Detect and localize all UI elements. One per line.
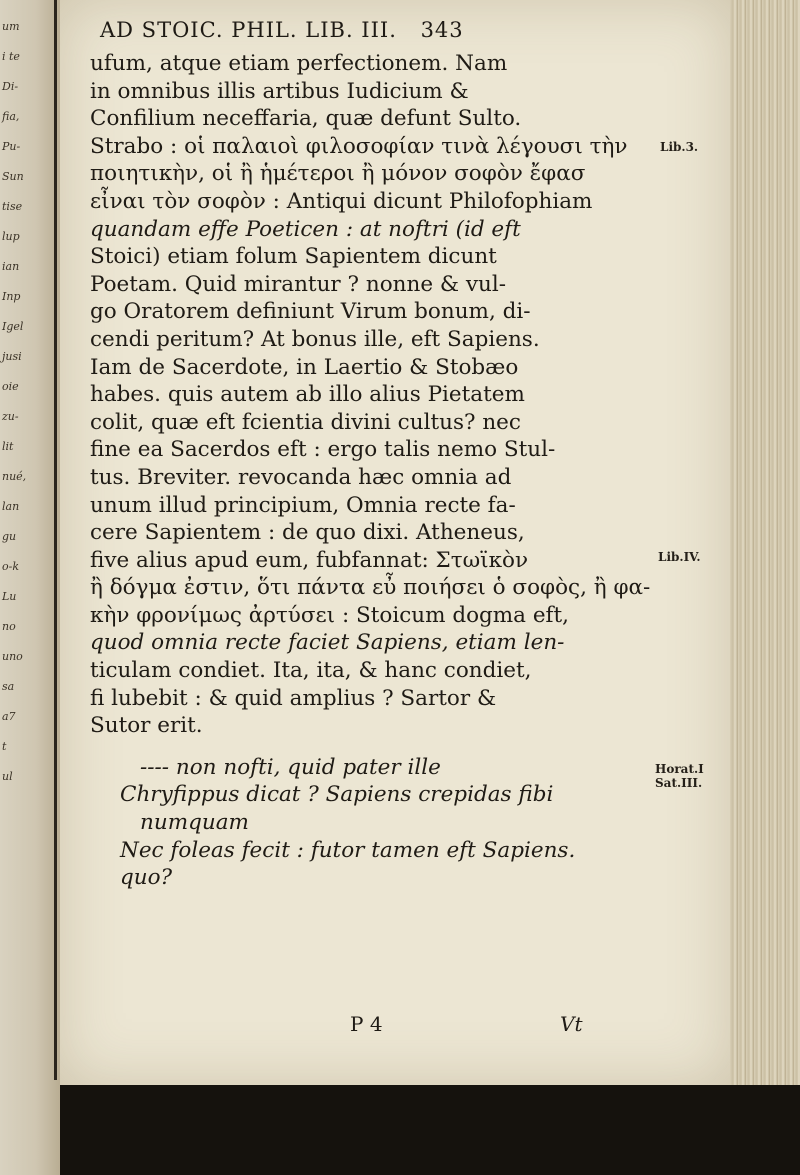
- verse-line: numquam: [140, 810, 249, 836]
- fragment-text: oie: [2, 380, 19, 393]
- book-page: [60, 0, 730, 1085]
- fragment-text: lit: [2, 440, 14, 453]
- text-line: Sutor erit.: [90, 713, 203, 739]
- margin-note-lib4: Lib.IV.: [658, 550, 701, 564]
- text-line: Poetam. Quid mirantur ? nonne & vul-: [90, 271, 507, 297]
- fragment-text: no: [2, 620, 16, 633]
- verse-quotation: [90, 754, 650, 892]
- fragment-text: tise: [2, 200, 23, 213]
- text-line: five alius apud eum, fubfannat: Στωϊκὸν: [90, 547, 529, 573]
- text-line: ποιητικὴν, οἱ ἢ ἡμέτεροι ἢ μόνον σοφὸν ἔφασ: [90, 161, 586, 187]
- verse-line: Nec foleas fecit : futor tamen eft Sapiens.: [120, 837, 576, 863]
- verse-line: Chryfippus dicat ? Sapiens crepidas fibi: [120, 782, 554, 808]
- text-line: κὴν φρονίμως ἀρτύσει : Stoicum dogma eft,: [90, 602, 569, 628]
- fragment-text: sa: [2, 680, 15, 693]
- margin-note-lib3: Lib.3.: [660, 140, 699, 154]
- text-line: cendi peritum? At bonus ille, eft Sapiens.: [90, 326, 540, 352]
- page-edges: [730, 0, 800, 1085]
- text-line: go Oratorem definiunt Virum bonum, di-: [90, 299, 531, 325]
- fragment-text: Sun: [2, 170, 24, 183]
- fragment-text: Igel: [2, 320, 24, 333]
- text-line: fine ea Sacerdos eft : ergo talis nemo Stul-: [90, 437, 556, 463]
- fragment-text: jusi: [2, 350, 22, 363]
- verse-line: quo?: [120, 865, 173, 891]
- fragment-text: Inp: [2, 290, 21, 303]
- text-line: habes. quis autem ab illo alius Pietatem: [90, 382, 525, 408]
- fragment-text: i te: [2, 50, 20, 63]
- adjacent-page-strip: [0, 0, 60, 1175]
- text-line: ἢ δόγμα ἐστιν, ὅτι πάντα εὖ ποιήσει ὁ σοφὸς, ἢ φα-: [90, 575, 651, 601]
- body-text: [90, 50, 650, 892]
- text-line: cere Sapientem : de quo dixi. Atheneus,: [90, 520, 525, 546]
- running-title: AD STOIC. PHIL. LIB. III.: [100, 18, 397, 42]
- margin-note-horat: Horat.I Sat.III.: [655, 762, 704, 790]
- text-line: Iam de Sacerdote, in Laertio & Stobæo: [90, 354, 519, 380]
- signature-mark: P 4: [350, 1012, 383, 1036]
- fragment-text: gu: [2, 530, 17, 543]
- fragment-text: lup: [2, 230, 20, 243]
- text-line: quod omnia recte faciet Sapiens, etiam len-: [90, 630, 565, 656]
- page-number: 343: [420, 18, 464, 42]
- fragment-text: um: [2, 20, 20, 33]
- fragment-text: Lu: [2, 590, 17, 603]
- fragment-text: uno: [2, 650, 23, 663]
- text-line: fi lubebit : & quid amplius ? Sartor &: [90, 685, 497, 711]
- fragment-text: lan: [2, 500, 20, 513]
- text-line: quandam effe Poeticen : at noftri (id eft: [90, 216, 521, 242]
- fragment-text: t: [2, 740, 7, 753]
- text-line: ufum, atque etiam perfectionem. Nam: [90, 51, 508, 76]
- fragment-text: ul: [2, 770, 13, 783]
- text-line: unum illud principium, Omnia recte fa-: [90, 492, 516, 518]
- gutter-shadow: [54, 0, 57, 1080]
- fragment-text: o-k: [2, 560, 20, 573]
- text-line: colit, quæ eft fcientia divini cultus? nec: [90, 409, 521, 435]
- fragment-text: Di-: [2, 80, 19, 93]
- verse-line: ---- non nofti, quid pater ille: [140, 754, 441, 780]
- text-line: Confilium neceffaria, quæ defunt Sulto.: [90, 106, 522, 132]
- fragment-text: zu-: [2, 410, 19, 423]
- prose-block: [90, 50, 650, 740]
- text-line: Stoici) etiam folum Sapientem dicunt: [90, 244, 497, 270]
- fragment-text: nué,: [2, 470, 27, 483]
- text-line: tus. Breviter. revocanda hæc omnia ad: [90, 464, 512, 490]
- running-header: [100, 18, 464, 42]
- text-line: in omnibus illis artibus Iudicium &: [90, 78, 469, 104]
- text-line: Strabo : οἱ παλαιοὶ φιλοσοφίαν τινὰ λέγουσι τὴν: [90, 133, 628, 159]
- fragment-text: ian: [2, 260, 20, 273]
- catchword: Vt: [560, 1012, 583, 1036]
- fragment-text: a7: [2, 710, 16, 723]
- text-line: εἶναι τὸν σοφὸν : Antiqui dicunt Philofophiam: [90, 188, 593, 214]
- fragment-text: Pu-: [2, 140, 21, 153]
- text-line: ticulam condiet. Ita, ita, & hanc condiet,: [90, 658, 532, 684]
- fragment-text: fia,: [2, 110, 20, 123]
- scan-background: [60, 1085, 800, 1175]
